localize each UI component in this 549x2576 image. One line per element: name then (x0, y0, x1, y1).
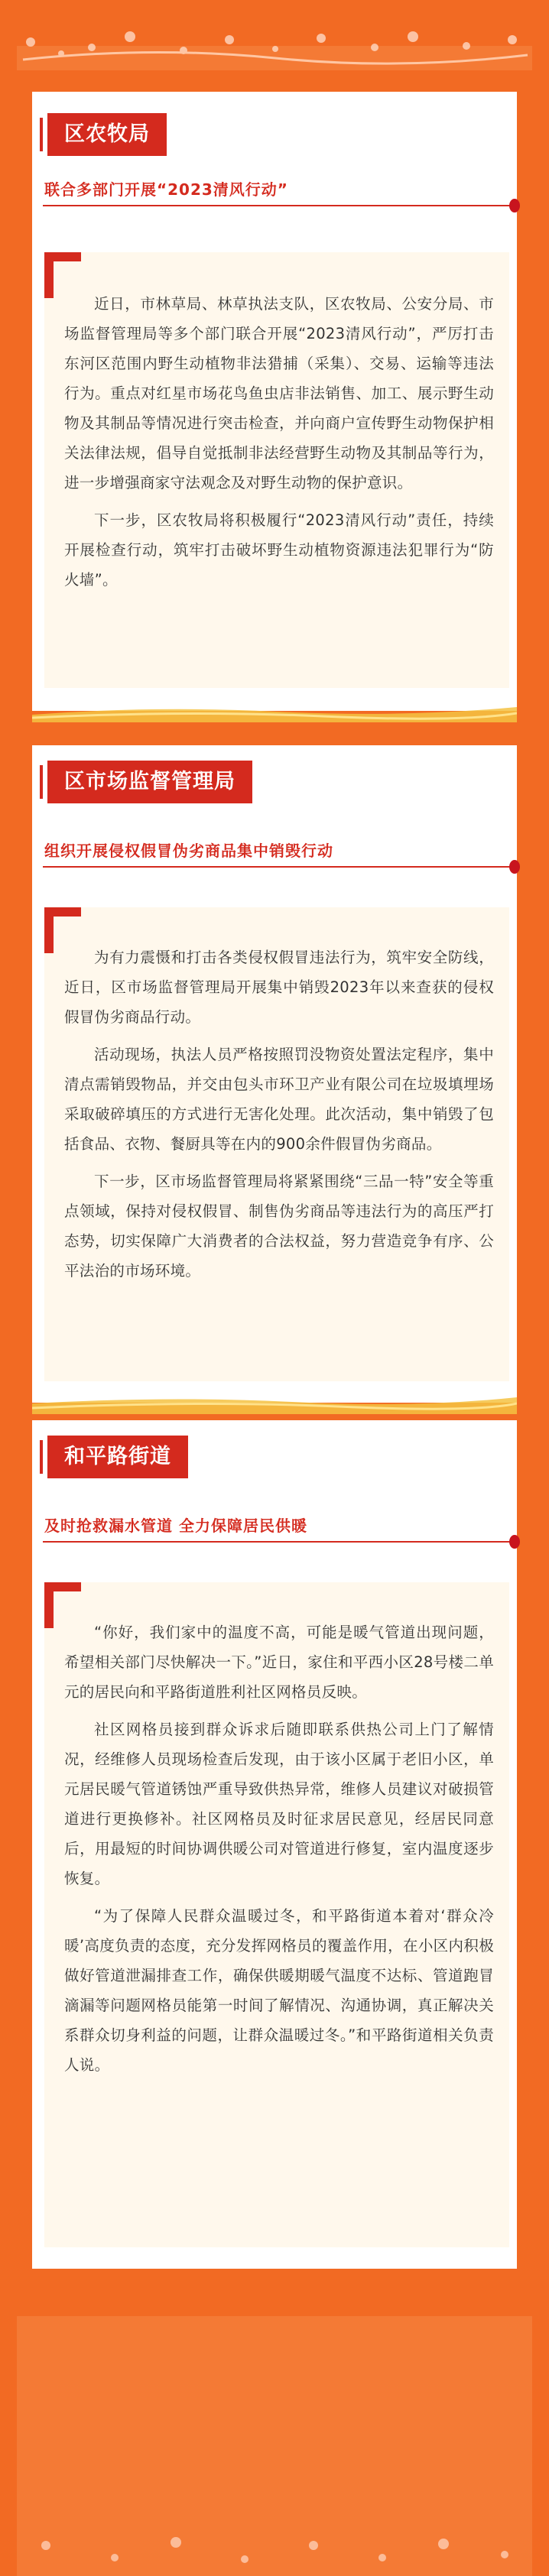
section-2-paragraph-1: 为有力震慑和打击各类侵权假冒违法行为，筑牢安全防线，近日，区市场监督管理局开展集中销毁2023年以来查获的侵权假冒伪劣商品行动。 (64, 949, 494, 1026)
section-2-tag: 区市场监督管理局 (47, 761, 252, 803)
section-1-panel (32, 92, 517, 711)
top-decoration (0, 0, 549, 70)
section-3-subtitle: 及时抢救漏水管道 全力保障居民供暖 (44, 1517, 307, 1535)
section-3-panel (32, 1420, 517, 2269)
section-1-tag: 区农牧局 (47, 113, 167, 156)
section-1-text (64, 289, 494, 602)
section-2-corner-v (44, 907, 54, 953)
section-1-rule (43, 205, 517, 206)
section-1-paragraph-2: 下一步，区农牧局将积极履行“2023清风行动”责任，持续开展检查行动，筑牢打击破坏野生动植物资源违法犯罪行为“防火墙”。 (64, 511, 494, 589)
section-2-panel (32, 745, 517, 1403)
section-2-subtitle: 组织开展侵权假冒伪劣商品集中销毁行动 (44, 842, 333, 860)
section-2-dot (509, 860, 520, 874)
bottom-decoration (0, 2316, 549, 2576)
section-1-paragraph-1: 近日，市林草局、林草执法支队，区农牧局、公安分局、市场监督管理局等多个部门联合开展“2023清风行动”，严厉打击东河区范围内野生动植物非法猎捕（采集）、交易、运输等违法行为。重点对红星市场花鸟鱼虫店非法销售、加工、展示野生动物及其制品等情况进行突击检查，并向商户宣传野生动物保护相关法律法规，倡导自觉抵制非法经营野生动物及其制品等行为，进一步增强商家守法观念及对野生动物的保护意识。 (64, 295, 494, 492)
section-1-corner-v (44, 252, 54, 298)
section-3-rule (43, 1541, 517, 1543)
section-3-corner-v (44, 1582, 54, 1628)
section-3-text (64, 1617, 494, 2088)
section-2-text (64, 942, 494, 1293)
section-2-rule (43, 866, 517, 868)
section-2-paragraph-3: 下一步，区市场监督管理局将紧紧围绕“三品一特”安全等重点领域，保持对侵权假冒、制售伪劣商品等违法行为的高压严打态势，切实保障广大消费者的合法权益，努力营造竞争有序、公平法治的市场环境。 (64, 1173, 494, 1280)
section-2-gold-wave (32, 1391, 517, 1414)
section-1-gold-wave (32, 699, 517, 722)
section-2-paragraph-2: 活动现场，执法人员严格按照罚没物资处置法定程序，集中清点需销毁物品，并交由包头市环卫产业有限公司在垃圾填埋场采取破碎填压的方式进行无害化处理。此次活动，集中销毁了包括食品、衣物、餐厨具等在内的900余件假冒伪劣商品。 (64, 1046, 494, 1153)
section-3-paragraph-3: “为了保障人民群众温暖过冬，和平路街道本着对‘群众冷暖’高度负责的态度，充分发挥网格员的覆盖作用，在小区内积极做好管道泄漏排查工作，确保供暖期暖气温度不达标、管道跑冒滴漏等问题网格员能第一时间了解情况、沟通协调，真正解决关系群众切身利益的问题，让群众温暖过冬。”和平路街道相关负责人说。 (64, 1907, 494, 2074)
section-3-dot (509, 1535, 520, 1549)
section-1-dot (509, 199, 520, 213)
section-3-paragraph-1: “你好，我们家中的温度不高，可能是暖气管道出现问题，希望相关部门尽快解决一下。”近日，家住和平西小区28号楼二单元的居民向和平路街道胜利社区网格员反映。 (64, 1624, 494, 1701)
section-3-paragraph-2: 社区网格员接到群众诉求后随即联系供热公司上门了解情况，经维修人员现场检查后发现，由于该小区属于老旧小区，单元居民暖气管道锈蚀严重导致供热异常，维修人员建议对破损管道进行更换修补。社区网格员及时征求居民意见，经居民同意后，用最短的时间协调供暖公司对管道进行修复，室内温度逐步恢复。 (64, 1721, 494, 1887)
section-1-subtitle: 联合多部门开展“2023清风行动” (44, 180, 288, 199)
section-3-tag: 和平路街道 (47, 1436, 188, 1478)
